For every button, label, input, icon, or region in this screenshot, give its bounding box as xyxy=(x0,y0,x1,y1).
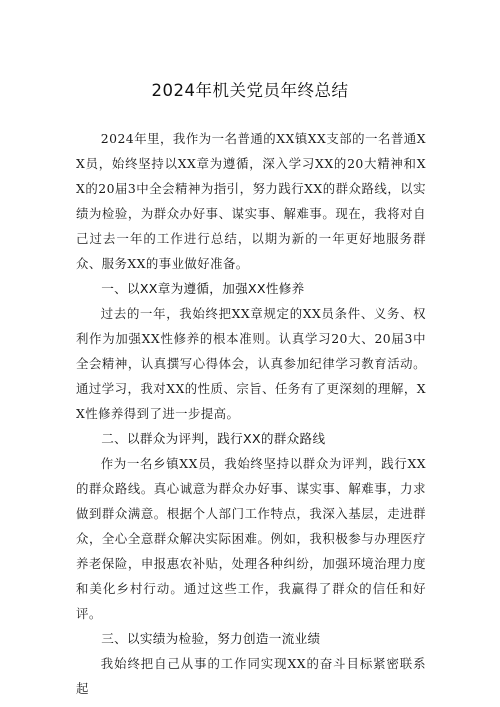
section-2-paragraph: 作为一名乡镇XX员，我始终坚持以群众为评判，践行XX的群众路线。真心诚意为群众办好事、谋实事、解难事，力求做到群众满意。根据个人部门工作特点，我深入基层，走进群众，全心全意群众解决实际困难。例如，我积极参与办理医疗养老保险，申报惠农补贴，处理各种纠纷，加强环境治理力度和美化乡村行动。通过这些工作，我赢得了群众的信任和好评。 xyxy=(76,456,426,621)
document-body xyxy=(76,126,426,701)
section-3-paragraph: 我始终把自己从事的工作同实现XX的奋斗目标紧密联系起 xyxy=(76,656,426,696)
document-title: 2024年机关党员年终总结 xyxy=(151,81,349,100)
section-1-heading: 一、以XX章为遵循，加强XX性修养 xyxy=(101,281,305,296)
section-3-heading: 三、以实绩为检验，努力创造一流业绩 xyxy=(101,631,321,646)
section-1-paragraph: 过去的一年，我始终把XX章规定的XX员条件、义务、权利作为加强XX性修养的根本准则。认真学习20大、20届3中全会精神，认真撰写心得体会，认真参加纪律学习教育活动。通过学习，我对XX的性质、宗旨、任务有了更深刻的理解，XX性修养得到了进一步提高。 xyxy=(76,306,426,421)
section-2-heading: 二、以群众为评判，践行XX的群众路线 xyxy=(101,431,326,446)
intro-paragraph: 2024年里，我作为一名普通的XX镇XX支部的一名普通XX员，始终坚持以XX章为遵循，深入学习XX的20大精神和XX的20届3中全会精神为指引，努力践行XX的群众路线，以实绩为检验，为群众办好事、谋实事、解难事。现在，我将对自己过去一年的工作进行总结，以期为新的一年更好地服务群众、服务XX的事业做好准备。 xyxy=(76,131,426,271)
